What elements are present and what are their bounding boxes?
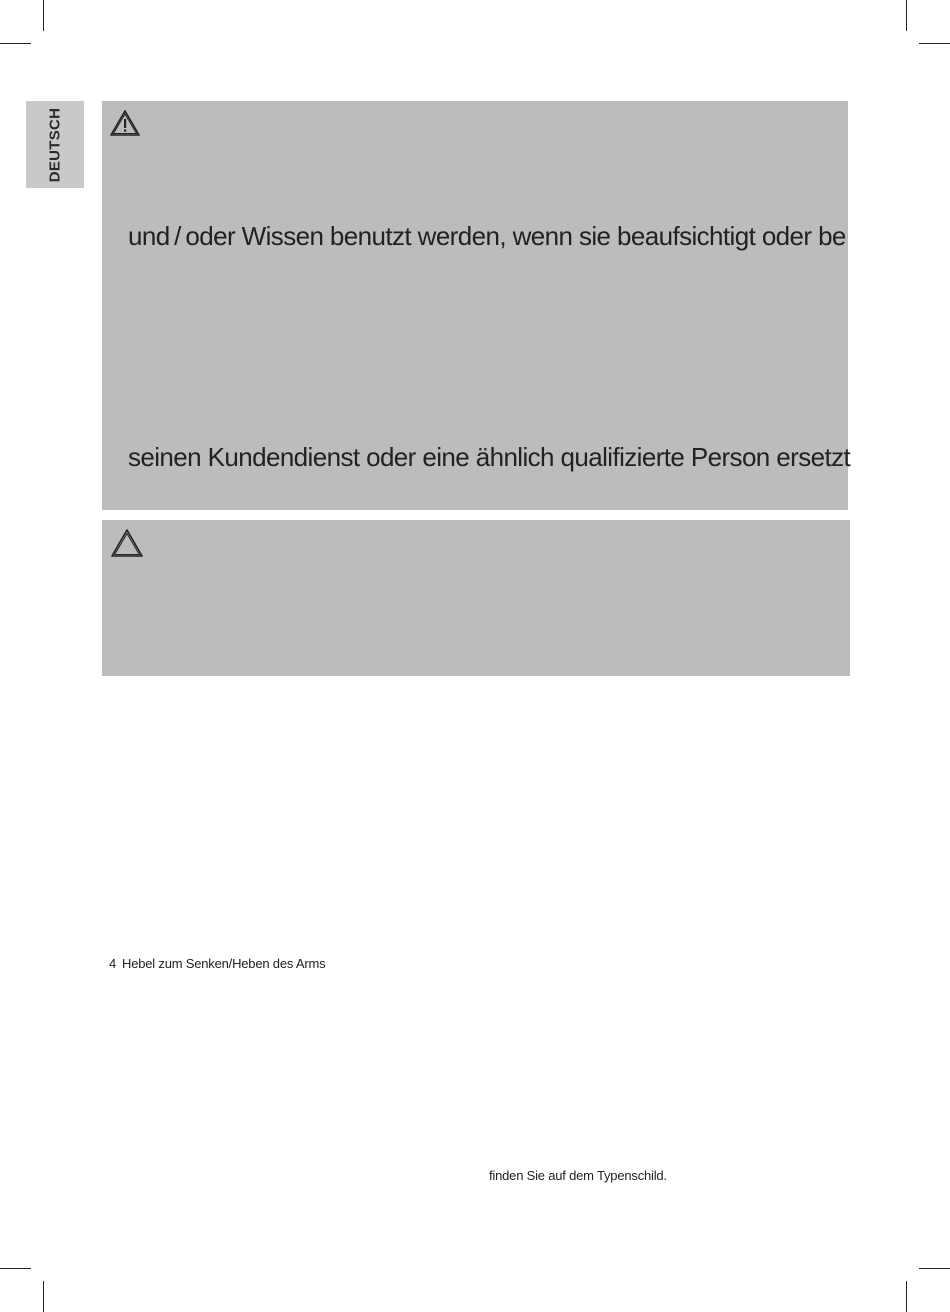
rating-plate-note: finden Sie auf dem Typenschild.: [489, 1168, 667, 1183]
caution-box: [102, 520, 850, 676]
language-tab: [26, 101, 84, 188]
crop-mark: [0, 1268, 31, 1269]
crop-mark: [0, 43, 31, 44]
safety-warning-box: [102, 101, 851, 510]
parts-list-item: [109, 956, 325, 971]
safety-text-line: seinen Kundendienst oder eine ähnlich qualifizierte Person ersetzt: [128, 442, 851, 472]
parts-list-item-number: 4: [109, 956, 117, 971]
language-tab-label: DEUTSCH: [46, 107, 64, 182]
crop-mark: [919, 43, 950, 44]
caution-triangle-icon: [110, 528, 144, 558]
safety-text-line: und / oder Wissen benutzt werden, wenn sie beaufsichtigt oder be: [128, 221, 846, 251]
parts-list-item-label: Hebel zum Senken/Heben des Arms: [122, 956, 326, 971]
crop-mark: [906, 0, 907, 31]
crop-mark: [919, 1268, 950, 1269]
warning-triangle-icon: [109, 109, 141, 137]
crop-mark: [43, 1281, 44, 1312]
crop-mark: [43, 0, 44, 31]
crop-mark: [906, 1281, 907, 1312]
